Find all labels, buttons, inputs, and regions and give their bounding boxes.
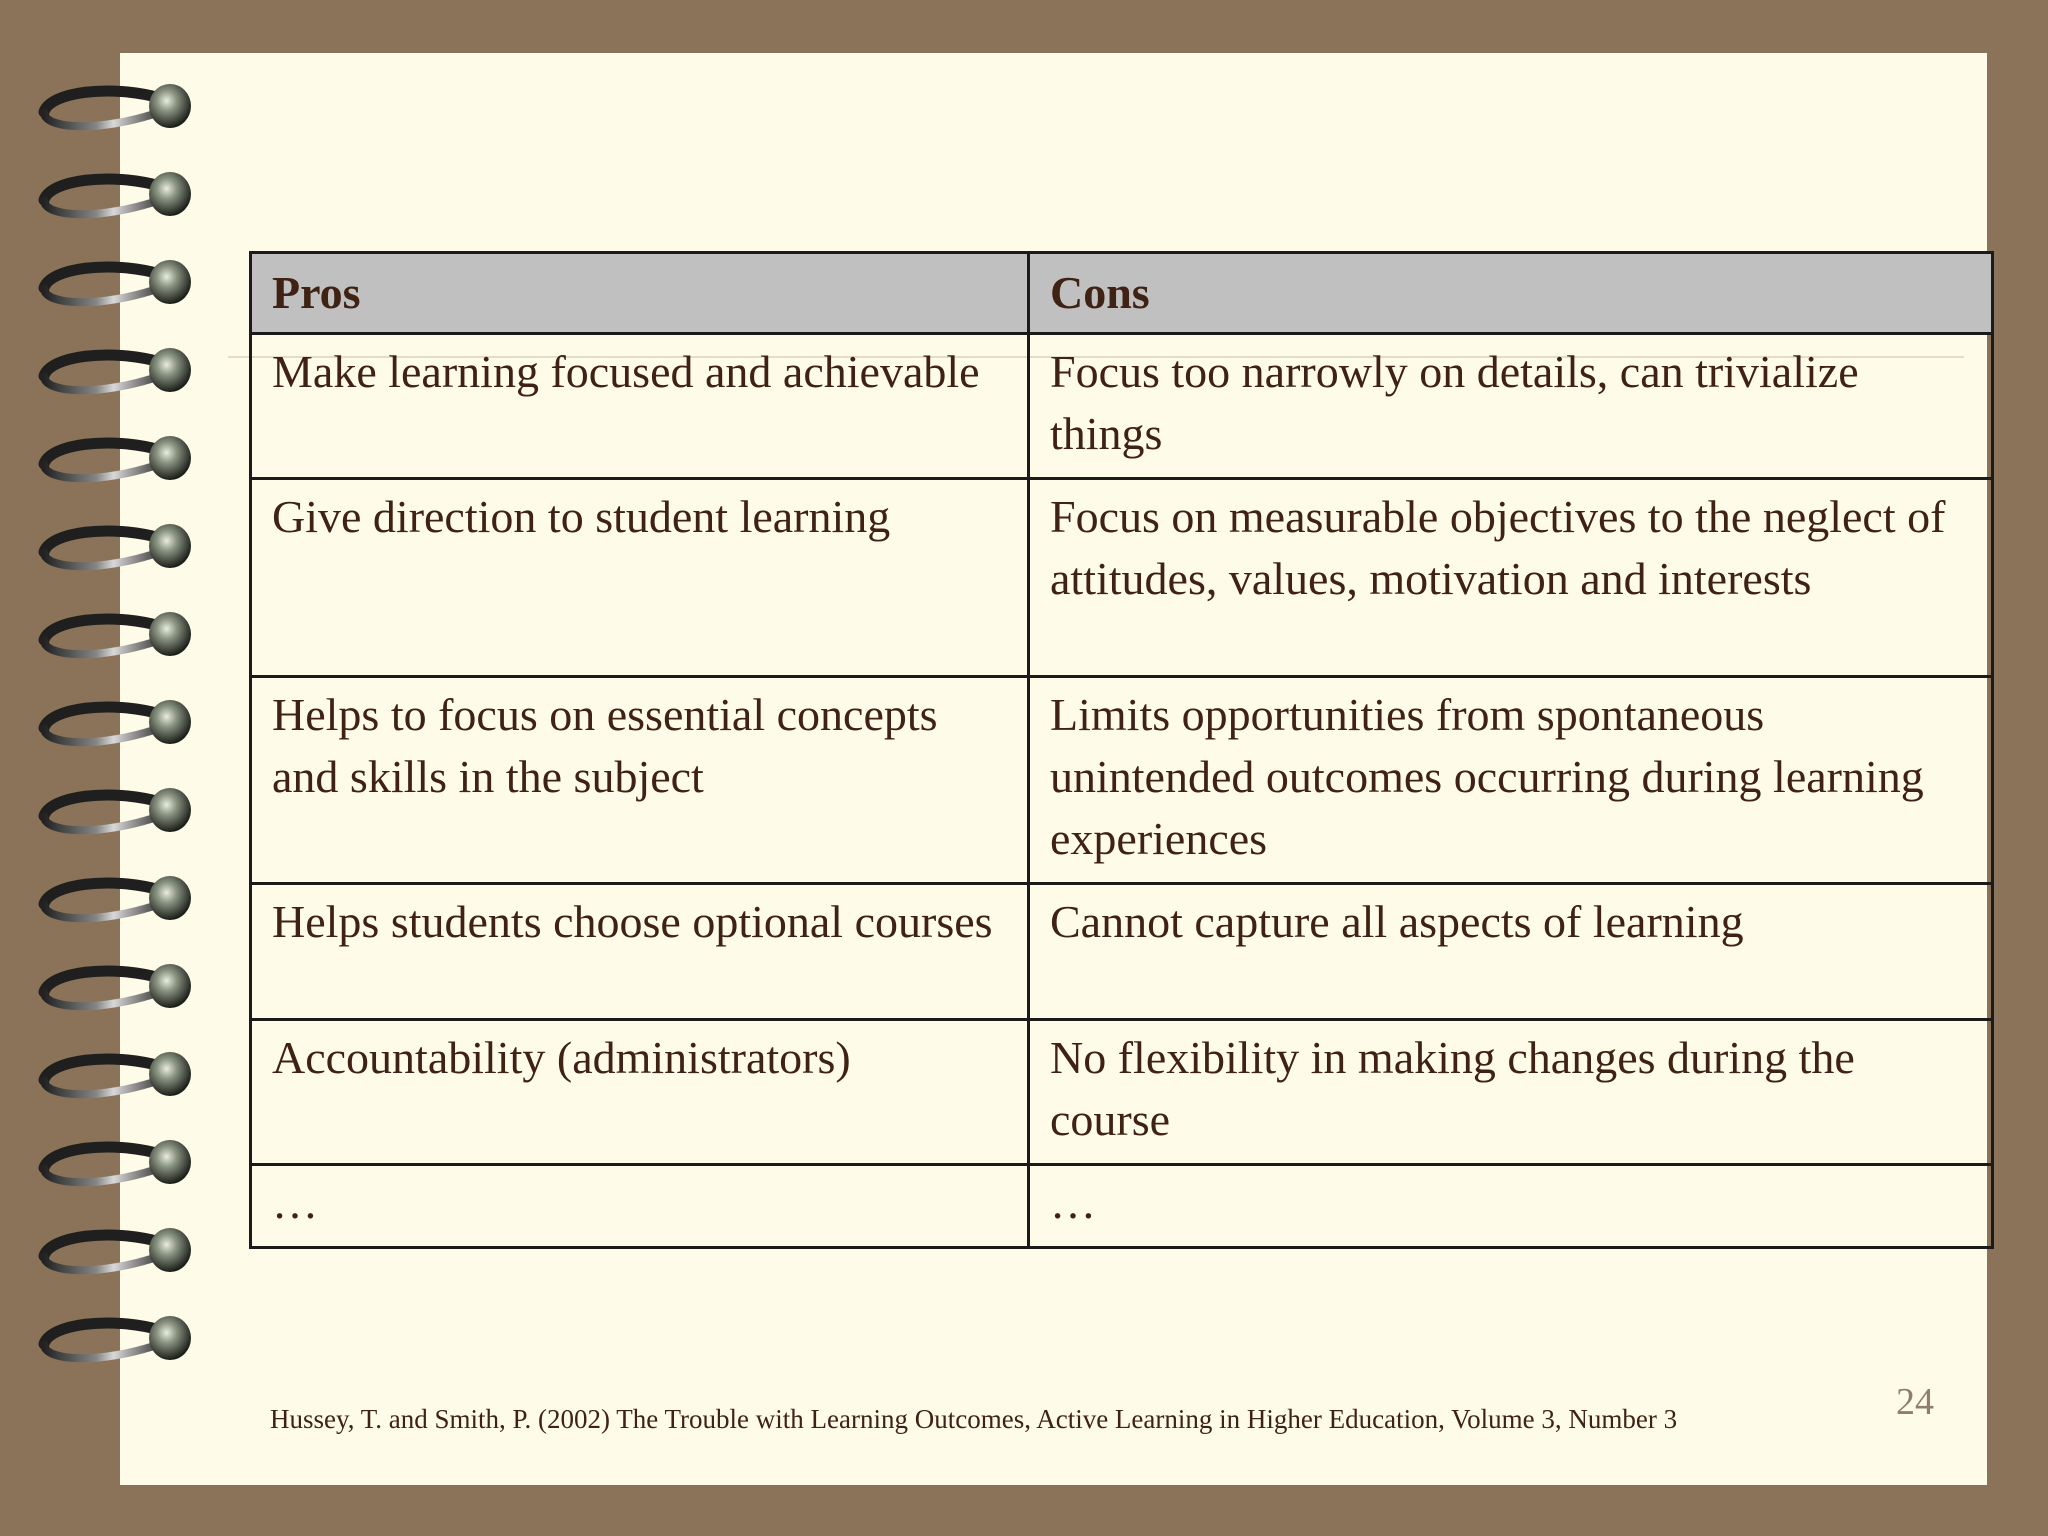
cons-cell: Focus on measurable objectives to the neglect of attitudes, values, motivation and interests: [1029, 479, 1993, 677]
pros-cell: Helps to focus on essential concepts and skills in the subject: [251, 677, 1029, 884]
pros-cell: …: [251, 1165, 1029, 1248]
table-header-row: [251, 253, 1993, 334]
table-row: [251, 884, 1993, 1020]
pros-cell: Helps students choose optional courses: [251, 884, 1029, 1020]
table-row: [251, 677, 1993, 884]
page-number: 24: [1896, 1381, 1934, 1423]
cons-cell: Focus too narrowly on details, can trivialize things: [1029, 334, 1993, 479]
citation: Hussey, T. and Smith, P. (2002) The Trouble with Learning Outcomes, Active Learning in Higher Education, Volume 3, Number 3: [270, 1404, 1678, 1434]
cons-cell: No flexibility in making changes during the course: [1029, 1020, 1993, 1165]
pros-cell: Accountability (administrators): [251, 1020, 1029, 1165]
pros-cell: Make learning focused and achievable: [251, 334, 1029, 479]
cons-cell: …: [1029, 1165, 1993, 1248]
cons-cell: Limits opportunities from spontaneous unintended outcomes occurring during learning experiences: [1029, 677, 1993, 884]
pros-header: Pros: [251, 253, 1029, 334]
pros-cell: Give direction to student learning: [251, 479, 1029, 677]
table-row: [251, 479, 1993, 677]
spiral-binding-icon: [22, 70, 212, 1470]
pros-cons-table: [249, 251, 1994, 1249]
table-row: [251, 1020, 1993, 1165]
cons-header: Cons: [1029, 253, 1993, 334]
cons-cell: Cannot capture all aspects of learning: [1029, 884, 1993, 1020]
table-row: [251, 1165, 1993, 1248]
table-row: [251, 334, 1993, 479]
